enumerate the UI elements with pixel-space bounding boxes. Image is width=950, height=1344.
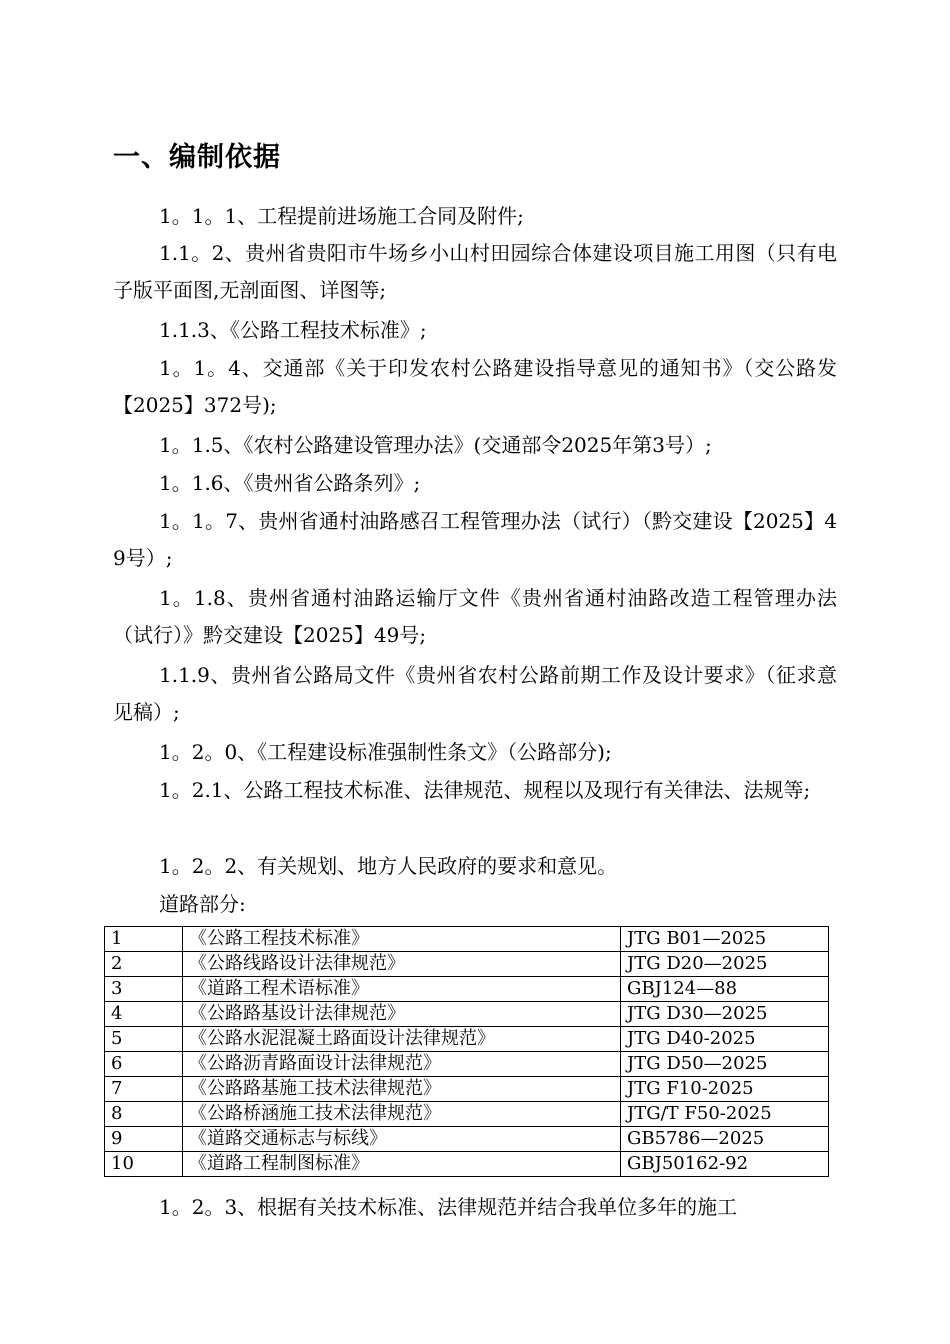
table-row — [105, 977, 829, 1002]
standard-number: 3 — [105, 977, 183, 1002]
basis-item-1-1-3: 1.1.3、《公路工程技术标准》; — [159, 318, 427, 342]
standard-number: 10 — [105, 1152, 183, 1177]
standard-number: 5 — [105, 1027, 183, 1052]
standard-number: 1 — [105, 927, 183, 952]
standard-number: 7 — [105, 1077, 183, 1102]
standard-code: JTG F10-2025 — [621, 1077, 829, 1102]
standard-code: GBJ124—88 — [621, 977, 829, 1002]
table-row — [105, 1077, 829, 1102]
basis-item-1-1-2: 1.1。2、贵州省贵阳市牛场乡小山村田园综合体建设项目施工用图（只有电子版平面图,无剖面图、详图等; — [113, 241, 837, 302]
basis-item-1-1-4: 1。1。4、交通部《关于印发农村公路建设指导意见的通知书》（交公路发【2025】372号); — [113, 356, 837, 417]
basis-item-1-1-7: 1。1。7、贵州省通村油路感召工程管理办法（试行）（黔交建设【2025】49号）; — [113, 509, 837, 570]
basis-item-1-1-8: 1。1.8、贵州省通村油路运输厅文件《贵州省通村油路改造工程管理办法（试行）》黔交建设【2025】49号; — [113, 586, 837, 647]
basis-item-1-1-6: 1。1.6、《贵州省公路条列》; — [159, 471, 421, 495]
standard-code: JTG D40-2025 — [621, 1027, 829, 1052]
standard-name: 《公路沥青路面设计法律规范》 — [183, 1052, 621, 1077]
standard-name: 《道路交通标志与标线》 — [183, 1127, 621, 1152]
standard-number: 4 — [105, 1002, 183, 1027]
standard-number: 6 — [105, 1052, 183, 1077]
standard-name: 《道路工程制图标准》 — [183, 1152, 621, 1177]
table-row — [105, 1152, 829, 1177]
standard-code: JTG D30—2025 — [621, 1002, 829, 1027]
standard-name: 《公路路基设计法律规范》 — [183, 1002, 621, 1027]
standard-code: JTG/T F50-2025 — [621, 1102, 829, 1127]
basis-item-1-2-1: 1。2.1、公路工程技术标准、法律规范、规程以及现行有关律法、法规等; — [159, 778, 811, 802]
standard-number: 9 — [105, 1127, 183, 1152]
standards-table — [104, 926, 829, 1177]
standard-name: 《道路工程术语标准》 — [183, 977, 621, 1002]
standard-name: 《公路水泥混凝土路面设计法律规范》 — [183, 1027, 621, 1052]
standard-code: GB5786—2025 — [621, 1127, 829, 1152]
table-row — [105, 952, 829, 977]
standard-name: 《公路工程技术标准》 — [183, 927, 621, 952]
standard-number: 8 — [105, 1102, 183, 1127]
standard-code: GBJ50162-92 — [621, 1152, 829, 1177]
table-row — [105, 1002, 829, 1027]
table-row — [105, 1052, 829, 1077]
standard-code: JTG B01—2025 — [621, 927, 829, 952]
standard-name: 《公路桥涵施工技术法律规范》 — [183, 1102, 621, 1127]
basis-item-1-2-3: 1。2。3、根据有关技术标准、法律规范并结合我单位多年的施工 — [159, 1195, 738, 1219]
basis-item-1-1-5: 1。1.5、《农村公路建设管理办法》(交通部令2025年第3号）; — [159, 433, 712, 457]
basis-item-1-2-2: 1。2。2、有关规划、地方人民政府的要求和意见。 — [159, 854, 618, 878]
standard-code: JTG D50—2025 — [621, 1052, 829, 1077]
standard-number: 2 — [105, 952, 183, 977]
basis-item-1-2-0: 1。2。0、《工程建设标准强制性条文》（公路部分); — [159, 740, 612, 764]
basis-item-1-1-9: 1.1.9、贵州省公路局文件《贵州省农村公路前期工作及设计要求》（征求意见稿）; — [113, 663, 837, 724]
table-row — [105, 1127, 829, 1152]
standard-name: 《公路线路设计法律规范》 — [183, 952, 621, 977]
standard-code: JTG D20—2025 — [621, 952, 829, 977]
table-row — [105, 927, 829, 952]
road-section-label: 道路部分: — [159, 892, 246, 916]
table-row — [105, 1027, 829, 1052]
table-row — [105, 1102, 829, 1127]
basis-item-1-1-1: 1。1。1、工程提前进场施工合同及附件; — [159, 204, 524, 228]
section-title: 一、编制依据 — [113, 142, 281, 173]
standard-name: 《公路路基施工技术法律规范》 — [183, 1077, 621, 1102]
